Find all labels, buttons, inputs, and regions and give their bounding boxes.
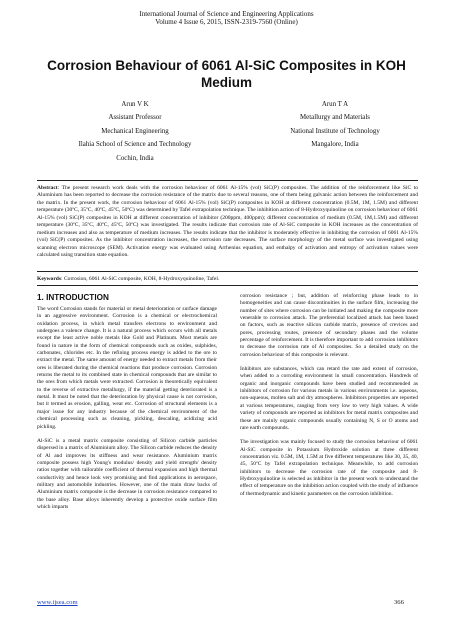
author-department: Metallurgy and Materials xyxy=(300,114,370,122)
paper-title: Corrosion Behaviour of 6061 Al-SiC Composites in KOH Medium xyxy=(47,58,406,90)
section-heading: 1. INTRODUCTION xyxy=(37,293,109,302)
abstract-label: Abstract xyxy=(37,185,58,191)
footer-website-link[interactable]: www.ijsea.com xyxy=(37,599,78,606)
author-block-1 xyxy=(40,98,230,165)
author-department: Mechanical Engineering xyxy=(101,127,169,135)
journal-name: International Journal of Science and Engineering Applications xyxy=(139,10,314,18)
author-city: Cochin, India xyxy=(116,154,154,162)
left-column xyxy=(37,293,217,518)
abstract-text: : The present research work deals with the corrosion behaviour of 6061 Al-15% (vol) SiC(P) composites. The addition of the reinforcement like SiC to Aluminium has been reported to decrease the corrosion resistance of the matrix due to several reasons, one of them being galvanic action between the reinforcement and the matrix. In the present work, the corrosion behaviour of 6061 Al-15% (vol) SiC(P) composites in KOH at different concentration (0.5M, 1M, 1.5M) and different temperature (30ºC, 35ºC, 40ºC, 45ºC, 50ºC) was determined by Tafel extrapolation technique. The inhibition action of 8-Hydroxyquinoline on corrosion behaviour of 6061 Al-15% (vol) SiC(P) composites in KOH at different concentration of inhibitor (200ppm, 400ppm); different concentration of medium (0.5M, 1M,1.5M) and different temperature (30ºC, 35ºC, 40ºC, 45ºC, 50ºC) was investigated. The results indicate that corrosion rate of Al-SiC composite in KOH increases as the concentration of medium increases and also as temperature of medium increases. The results indicate that the inhibitor is moderately effective in inhibiting the corrosion of 6061 Al-15% (vol) SiC(P) composites. As the inhibitor concentration increases, the corrosion rate decreases. The surface morphology of the metal surface was investigated using scanning electron microscope (SEM). Activation energy was evaluated using Arrhenius equation, and enthalpy of activation and entropy of activation values were calculated using transition state equation. xyxy=(37,185,418,259)
journal-volume-issn: Volume 4 Issue 6, 2015, ISSN-2319-7560 (Online) xyxy=(155,18,298,26)
paragraph: corrosion resistance ; but, addition of reinforcing phase leads to in homogeneities and can cause discontinuities in the surface film, increasing the number of sites where corrosion can be initiated and making the composite more venerable to corrosion attack. The preferential localized attack has been based on factors, such as reactive silicon carbide matrix, presence of crevices and pores, processing routes, presence of secondary phases and the volume percentage of reinforcement. It is therefore important to add corrosion inhibitors to decrease the corrosion rate of Al composites. So a detailed study on the corrosion behaviour of this composite is relevant. xyxy=(240,293,418,358)
author-block-2 xyxy=(250,98,420,152)
divider-top xyxy=(37,180,418,181)
right-column xyxy=(240,293,418,505)
keywords-text: : Corrosion, 6061 Al-SiC composite, KOH, 8-Hydroxyquinoline, Tafel. xyxy=(61,276,220,282)
paragraph: Al-SiC is a metal matrix composite consisting of Silicon carbide particles dispersed in a matrix of Aluminium alloy. The Silicon carbide reduces the density of Al and improves its stiffness and wear resistance. Aluminium matrix composite possess high Young's modulus/ density and yield strength/ density ratios together with tailorable coefficient of thermal expansion and high thermal conductivity and hence look very promising and find applications in aerospace, military and automobile industries. However, one of the main draw backs of Aluminium matrix composite is the decrease in corrosion resistance compared to the base alloy. Base alloys inherently develop a protective oxide surface film which imparts xyxy=(37,437,217,510)
author-city: Mangalore, India xyxy=(311,141,359,149)
paragraph: Inhibitors are substances, which can retard the rate and extent of corrosion, when added to a corroding environment in small concentration. Hundreds of organic and inorganic compounds have been studied and recommended as inhibitors of corrosion for various metals in various environments i.e. aqueous, non-aqueous, molten salt and dry atmospheres. Inhibitors properties are reported at various temperatures, ranging from very low to very high values. A wide variety of compounds are reported as inhibitors for metal matrix composites and these are mainly organic compounds usually containing N, S or O atoms and rare earth compounds. xyxy=(240,366,418,431)
author-institution: Ilahia School of Science and Technology xyxy=(78,141,192,149)
keywords-label: Keywords xyxy=(37,276,62,282)
divider-bottom xyxy=(37,285,418,286)
author-institution: National Institute of Technology xyxy=(290,127,380,135)
author-name: Arun V K xyxy=(121,101,149,108)
author-name: Arun T A xyxy=(321,101,349,108)
paragraph: The investigation was mainly focused to study the corrosion behaviour of 6061 Al-SiC composite in Potassium Hydroxide solution at three different concentration viz. 0.5M, 1M, 1.5M at five different temperatures like 30, 35, 40, 45, 50ºC by Tafel extrapolation technique. Meanwhile, to add corrosion inhibitors to decrease the corrosion rate of the composite and 8-Hydroxyquinoline is selected as inhibitor in the present work to understand the effect of temperature on the inhibition action coupled with the study of influence of thermodynamic and kinetic parameters on the corrosion inhibition. xyxy=(240,439,418,497)
abstract xyxy=(37,185,418,260)
keywords xyxy=(37,276,418,283)
author-position: Assistant Professor xyxy=(108,114,162,122)
divider-middle xyxy=(37,271,418,272)
page-number: 366 xyxy=(394,599,404,606)
paragraph: The word Corrosion stands for material or metal deterioration or surface damage in an aggressive environment. Corrosion is a chemical or electrochemical oxidation process, in which metal transfers electrons to environment and undergoes a valence change. It is a natural process which occurs with all metals except the least active noble metals like Gold and Platinum. Most metals are found in nature in the form of chemical compounds such as oxides, sulphides, carbonates, chlorides etc. In the refining process energy is added to the ore to extract the metal. The same amount of energy needed to extract metals from their ores is liberated during the chemical reactions that produce corrosion. Corrosion returns the metal to its combined state in chemical compounds that are similar to the ores from which metals were extracted. Corrosion is theoretically equivalent to the reverse of extractive metallurgy, if the material getting deteriorated is a metal. It must be noted that the deterioration by physical cause is not corrosion, but it termed as erosion, galling, wear etc. Corrosion of structural elements is a major issue for any industry because of the chemical environment of the chemical processing such as cleaning, pickling, descaling, acidizing acid pickling. xyxy=(37,306,217,430)
